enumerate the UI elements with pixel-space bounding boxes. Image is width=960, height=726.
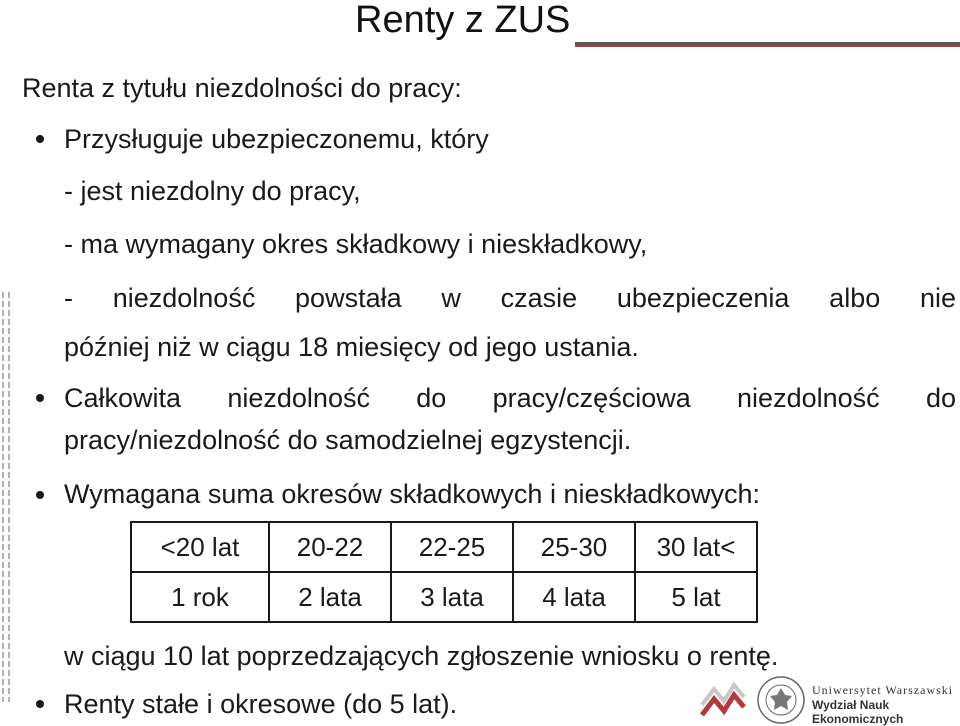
university-seal-icon: [756, 675, 806, 725]
title-underline-red: [575, 45, 960, 47]
bullet-1-text: Przysługuje ubezpieczonemu, który: [64, 124, 489, 154]
bullet-dot-3: [36, 491, 44, 499]
table-cell: 30 lat<: [635, 522, 757, 572]
table-cell: <20 lat: [131, 522, 269, 572]
condition-3-line-2: później niż w ciągu 18 miesięcy od jego ustania.: [64, 332, 639, 362]
slide-title: Renty z ZUS: [355, 0, 571, 41]
condition-1: - jest niezdolny do pracy,: [64, 176, 361, 206]
bullet-2-line-1: Całkowita niezdolność do pracy/częściowa niezdolność do: [64, 383, 956, 413]
table-row-age: [131, 522, 757, 572]
department-name: Wydział Nauk Ekonomicznych: [812, 698, 904, 726]
table-cell: 1 rok: [131, 572, 269, 622]
table-row-period: [131, 572, 757, 622]
table-cell: 25-30: [513, 522, 635, 572]
table-cell: 22-25: [391, 522, 513, 572]
table-cell: 2 lata: [269, 572, 391, 622]
table-cell: 3 lata: [391, 572, 513, 622]
table-cell: 4 lata: [513, 572, 635, 622]
table-cell: 5 lat: [635, 572, 757, 622]
wne-chevron-icon: [700, 681, 746, 721]
university-name: Uniwersytet Warszawski: [812, 683, 954, 697]
bullet-2-line-2: pracy/niezdolność do samodzielnej egzystencji.: [64, 425, 632, 455]
bullet-dot-1: [36, 135, 44, 143]
bullet-4-text: Renty stałe i okresowe (do 5 lat).: [64, 689, 458, 719]
table-cell: 20-22: [269, 522, 391, 572]
bullet-dot-2: [36, 394, 44, 402]
university-logo: [700, 675, 960, 726]
contribution-period-table: [130, 521, 758, 623]
condition-3-line-1: - niezdolność powstała w czasie ubezpieczenia albo nie: [64, 283, 956, 313]
bullet-dot-4: [36, 700, 44, 708]
section-heading: Renta z tytułu niezdolności do pracy:: [22, 73, 462, 103]
after-table-text: w ciągu 10 lat poprzedzających zgłoszenie wniosku o rentę.: [64, 641, 779, 671]
condition-2: - ma wymagany okres składkowy i nieskładkowy,: [64, 229, 648, 259]
bullet-3-text: Wymagana suma okresów składkowych i nieskładkowych:: [64, 479, 761, 509]
left-decoration-bars: [2, 292, 12, 702]
